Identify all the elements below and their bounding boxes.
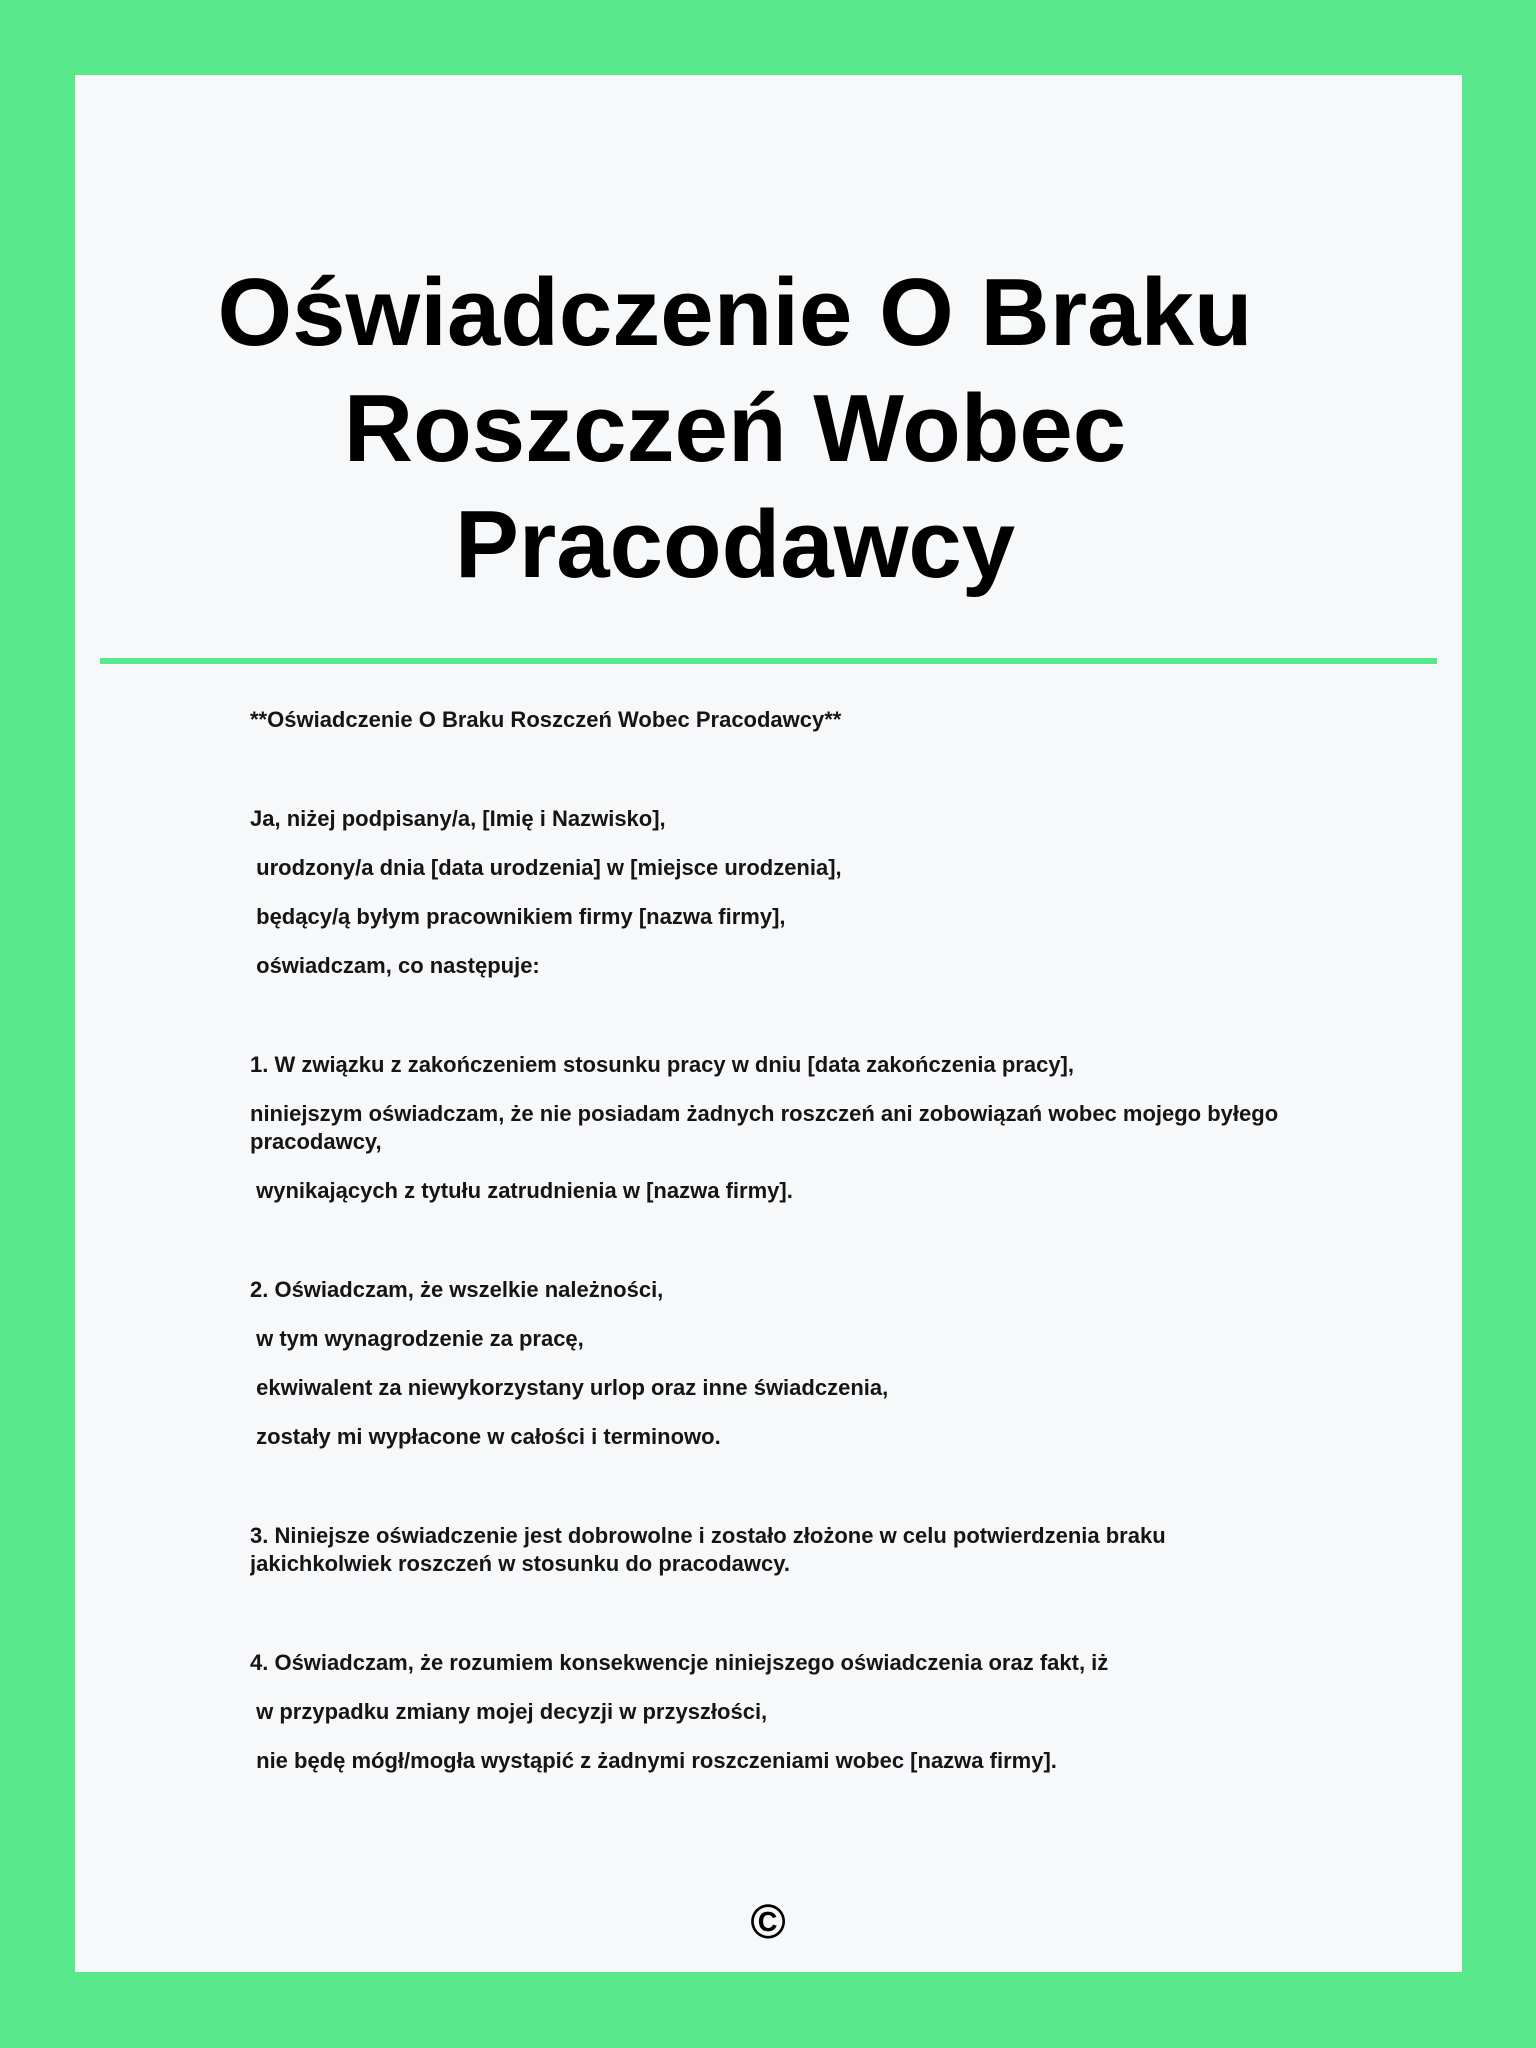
document-line: 2. Oświadczam, że wszelkie należności, [250,1277,664,1302]
document-line: w przypadku zmiany mojej decyzji w przyszłości, [250,1699,768,1724]
document-page [75,75,1462,1972]
page-title-line-3: Pracodawcy [454,491,1016,598]
document-line: **Oświadczenie O Braku Roszczeń Wobec Pracodawcy** [250,707,842,732]
page-title [75,255,1395,603]
document-line: niniejszym oświadczam, że nie posiadam żadnych roszczeń ani zobowiązań wobec mojego byłego pracodawcy, [250,1101,1285,1154]
document-line: Ja, niżej podpisany/a, [Imię i Nazwisko], [250,806,666,831]
paragraph-group [250,1649,1286,1796]
paragraph-group [250,1051,1286,1226]
document-line: 1. W związku z zakończeniem stosunku pracy w dniu [data zakończenia pracy], [250,1052,1074,1077]
document-body [250,706,1286,1949]
document-line: oświadczam, co następuje: [250,953,540,978]
document-line: wynikających z tytułu zatrudnienia w [nazwa firmy]. [250,1178,793,1203]
document-line: będący/ą byłym pracownikiem firmy [nazwa firmy], [250,904,786,929]
paragraph-group [250,805,1286,1001]
document-line: ekwiwalent za niewykorzystany urlop oraz inne świadczenia, [250,1375,889,1400]
page-title-line-1: Oświadczenie O Braku [217,259,1253,366]
document-line: w tym wynagrodzenie za pracę, [250,1326,584,1351]
document-line: zostały mi wypłacone w całości i terminowo. [250,1424,721,1449]
document-line: nie będę mógł/mogła wystąpić z żadnymi roszczeniami wobec [nazwa firmy]. [250,1748,1057,1773]
page-title-line-2: Roszczeń Wobec [343,375,1127,482]
document-line: urodzony/a dnia [data urodzenia] w [miejsce urodzenia], [250,855,842,880]
paragraph-group [250,1276,1286,1472]
document-line: 4. Oświadczam, że rozumiem konsekwencje niniejszego oświadczenia oraz fakt, iż [250,1650,1109,1675]
copyright-symbol: © [750,1896,786,1949]
accent-divider [100,658,1437,664]
paragraph-group [250,1522,1286,1599]
paragraph-group [250,706,1286,755]
document-line: 3. Niniejsze oświadczenie jest dobrowolne i zostało złożone w celu potwierdzenia braku jakichkolwiek roszczeń w stosunku do pracodawcy. [250,1523,1172,1576]
